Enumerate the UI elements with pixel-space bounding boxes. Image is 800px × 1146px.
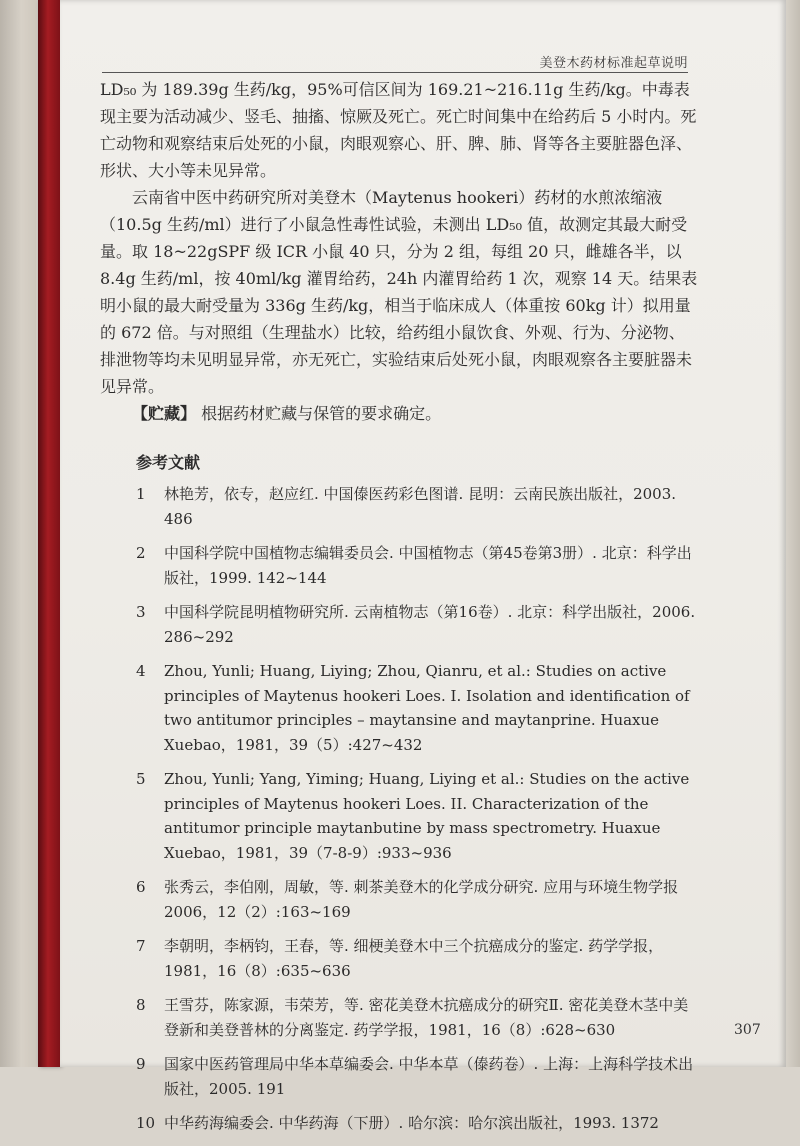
paragraph-toxicity-ld50: LD₅₀ 为 189.39g 生药/kg，95%可信区间为 169.21~216.11g 生药/kg。中毒表现主要为活动减少、竖毛、抽搐、惊厥及死亡。死亡时间集中在给药后 5 小时内。死亡动物和观察结束后处死的小鼠，肉眼观察心、肝、脾、肺、肾等各主要脏器色泽、形状、大小等未见异常。 — [100, 80, 697, 180]
reference-number: 6 — [136, 878, 146, 896]
reference-item — [136, 875, 700, 924]
reference-item — [136, 993, 700, 1042]
previous-page-edge — [0, 0, 36, 1067]
references-list — [136, 482, 700, 1136]
reference-text: 中华药海编委会. 中华药海（下册）. 哈尔滨：哈尔滨出版社，1993. 1372 — [164, 1114, 659, 1132]
reference-number: 5 — [136, 770, 146, 788]
paragraph-toxicity-max-tolerance: 云南省中医中药研究所对美登木（Maytenus hookeri）药材的水煎浓缩液（10.5g 生药/ml）进行了小鼠急性毒性试验，未测出 LD₅₀ 值，故测定其最大耐受量。取 18~22gSPF 级 ICR 小鼠 40 只，分为 2 组，每组 20 只，雌雄各半，以 8.4g 生药/ml，按 40ml/kg 灌胃给药，24h 内灌胃给药 1 次，观察 14 天。结果表明小鼠的最大耐受量为 336g 生药/kg，相当于临床成人（体重按 60kg 计）拟用量的 672 倍。与对照组（生理盐水）比较，给药组小鼠饮食、外观、行为、分泌物、排泄物等均未见明显异常，亦无死亡，实验结束后处死小鼠，肉眼观察各主要脏器未见异常。 — [100, 188, 698, 396]
reference-number: 10 — [136, 1114, 156, 1132]
running-header: 美登木药材标准起草说明 — [539, 56, 688, 71]
reference-item — [136, 934, 700, 983]
reference-number: 2 — [136, 544, 146, 562]
reference-item — [136, 659, 700, 757]
reference-item — [136, 1111, 700, 1136]
storage-paragraph — [100, 400, 700, 427]
reference-number: 3 — [136, 603, 146, 621]
reference-text: 李朝明，李柄钧，王春，等. 细梗美登木中三个抗癌成分的鉴定. 药学学报，1981，16（8）:635~636 — [164, 937, 664, 980]
reference-text: Zhou, Yunli; Huang, Liying; Zhou, Qianru, et al.: Studies on active principles of Maytenus hookeri Loes. I. Isolation and identification of two antitumor principles – maytansine and maytanprine. Huaxue Xuebao，1981，39（5）:427~432 — [164, 662, 690, 754]
reference-text: 中国科学院中国植物志编辑委员会. 中国植物志（第45卷第3册）. 北京：科学出版社，1999. 142~144 — [164, 544, 692, 587]
reference-text: 林艳芳，依专，赵应红. 中国傣医药彩色图谱. 昆明：云南民族出版社，2003. 486 — [164, 485, 677, 528]
reference-text: 张秀云，李伯刚，周敏，等. 刺茶美登木的化学成分研究. 应用与环境生物学报 2006，12（2）:163~169 — [164, 878, 679, 921]
reference-number: 1 — [136, 485, 146, 503]
reference-item — [136, 541, 700, 590]
page-number: 307 — [734, 1022, 761, 1038]
reference-item — [136, 767, 700, 865]
reference-number: 7 — [136, 937, 146, 955]
reference-number: 8 — [136, 996, 146, 1014]
reference-text: 王雪芬，陈家源，韦荣芳，等. 密花美登木抗癌成分的研究Ⅱ. 密花美登木茎中美登新和美登普林的分离鉴定. 药学学报，1981，16（8）:628~630 — [164, 996, 689, 1039]
reference-text: Zhou, Yunli; Yang, Yiming; Huang, Liying et al.: Studies on the active principles of Maytenus hookeri Loes. II. Characterization of the antitumor principle maytanbutine by mass spectrometry. Huaxue Xuebao，1981，39（7-8-9）:933~936 — [164, 770, 690, 862]
reference-item — [136, 600, 700, 649]
reference-text: 中国科学院昆明植物研究所. 云南植物志（第16卷）. 北京：科学出版社，2006. 286~292 — [164, 603, 696, 646]
reference-text: 国家中医药管理局中华本草编委会. 中华本草（傣药卷）. 上海：上海科学技术出版社，2005. 191 — [164, 1055, 694, 1098]
reference-item — [136, 1052, 700, 1101]
page-stack-edge — [786, 0, 800, 1067]
reference-number: 4 — [136, 662, 146, 680]
header-rule — [102, 72, 688, 73]
book-spine — [38, 0, 60, 1067]
references-heading: 参考文献 — [136, 453, 201, 472]
reference-number: 9 — [136, 1055, 146, 1073]
page-content — [100, 76, 700, 1146]
storage-label: 【贮藏】 — [132, 404, 197, 423]
reference-item — [136, 482, 700, 531]
storage-text: 根据药材贮藏与保管的要求确定。 — [201, 404, 442, 423]
